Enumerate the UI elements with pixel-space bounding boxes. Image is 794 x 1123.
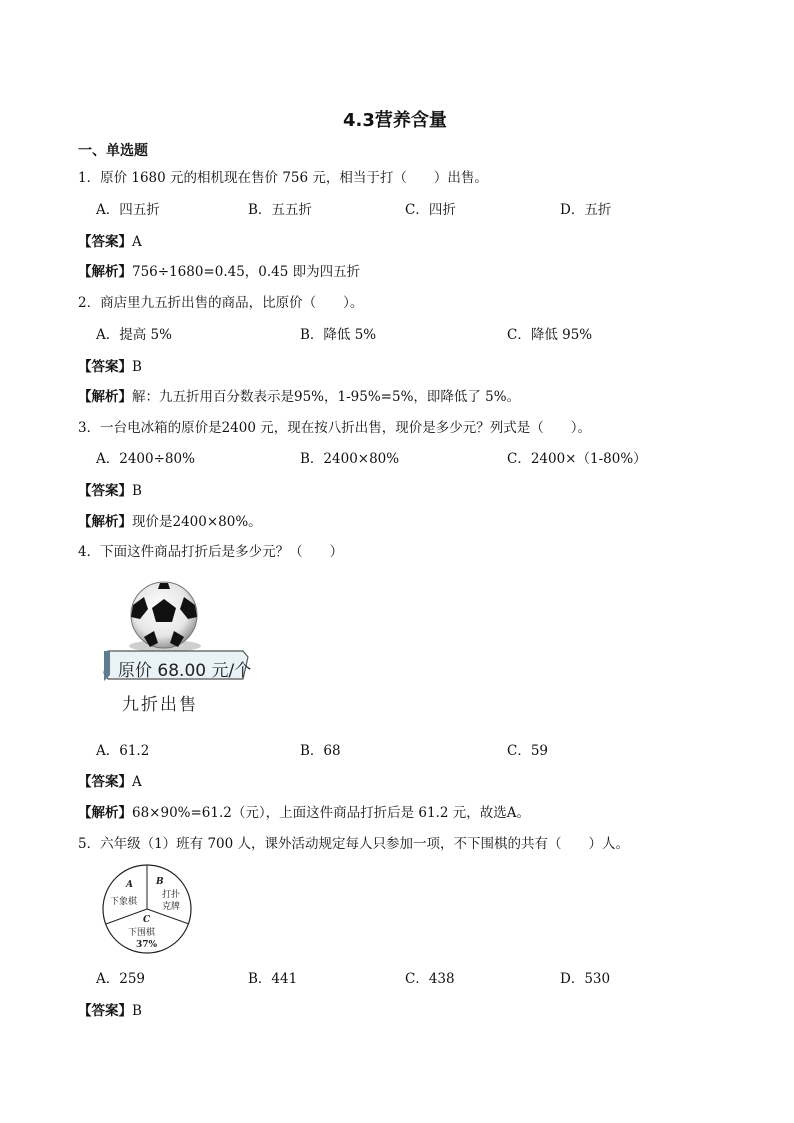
question-3-option-b: B．2400×80% bbox=[300, 451, 400, 467]
question-2-answer bbox=[78, 355, 142, 375]
question-1-analysis bbox=[78, 260, 360, 280]
answer-tag: 【答案】 bbox=[78, 774, 132, 790]
question-3-analysis bbox=[78, 510, 262, 530]
answer-value: B bbox=[132, 483, 142, 499]
question-2-option-b: B．降低 5% bbox=[300, 327, 377, 343]
section-heading: 一、单选题 bbox=[78, 143, 148, 159]
answer-tag: 【答案】 bbox=[78, 483, 132, 499]
question-2-option-a: A．提高 5% bbox=[96, 327, 172, 343]
analysis-tag: 【解析】 bbox=[78, 389, 132, 405]
question-1-stem: 1．原价 1680 元的相机现在售价 756 元，相当于打（ ）出售。 bbox=[78, 170, 488, 186]
question-2-analysis bbox=[78, 385, 520, 405]
question-3-answer bbox=[78, 479, 142, 499]
question-4-option-b: B．68 bbox=[300, 743, 341, 759]
pie-pct-c: 37% bbox=[136, 940, 158, 950]
analysis-tag: 【解析】 bbox=[78, 514, 132, 530]
question-5-option-a: A．259 bbox=[96, 971, 146, 987]
question-1-option-d: D．五折 bbox=[560, 202, 612, 218]
answer-value: A bbox=[132, 774, 142, 790]
question-5-answer bbox=[78, 999, 142, 1019]
analysis-text: 756÷1680=0.45，0.45 即为四五折 bbox=[132, 264, 361, 280]
question-5-option-b: B．441 bbox=[248, 971, 298, 987]
question-1-answer bbox=[78, 230, 142, 250]
question-4-analysis bbox=[78, 801, 530, 821]
question-5-stem: 5．六年级（1）班有 700 人，课外活动规定每人只参加一项，不下围棋的共有（ ）人。 bbox=[78, 836, 630, 852]
pie-letter-a: A bbox=[126, 880, 133, 890]
pie-label-b1: 打扑 bbox=[162, 890, 181, 900]
question-4-option-a: A．61.2 bbox=[96, 743, 150, 759]
pie-label-a: 下象棋 bbox=[110, 897, 138, 907]
analysis-tag: 【解析】 bbox=[78, 264, 132, 280]
question-4-option-c: C．59 bbox=[507, 743, 549, 759]
question-2-option-c: C．降低 95% bbox=[507, 327, 593, 343]
question-3-option-a: A．2400÷80% bbox=[96, 451, 195, 467]
pie-label-c: 下围棋 bbox=[128, 928, 156, 938]
pie-letter-c: C bbox=[143, 915, 151, 925]
answer-tag: 【答案】 bbox=[78, 359, 132, 375]
discount-caption: 九折出售 bbox=[122, 695, 198, 715]
price-tag-text: 原价 68.00 元/个 bbox=[118, 661, 252, 681]
answer-value: B bbox=[132, 359, 142, 375]
pie-label-b2: 克牌 bbox=[162, 902, 181, 912]
question-4-answer bbox=[78, 770, 142, 790]
question-3-option-c: C．2400×（1-80%） bbox=[507, 451, 647, 467]
question-1-option-a: A．四五折 bbox=[96, 202, 160, 218]
analysis-text: 解：九五折用百分数表示是95%，1-95%=5%，即降低了 5%。 bbox=[132, 389, 521, 405]
page-title: 4.3营养含量 bbox=[343, 110, 447, 131]
question-1-option-c: C．四折 bbox=[405, 202, 456, 218]
analysis-tag: 【解析】 bbox=[78, 805, 132, 821]
answer-tag: 【答案】 bbox=[78, 234, 132, 250]
question-5-option-c: C．438 bbox=[405, 971, 455, 987]
analysis-text: 现价是2400×80%。 bbox=[132, 514, 262, 530]
answer-value: B bbox=[132, 1003, 142, 1019]
question-3-stem: 3．一台电冰箱的原价是2400 元，现在按八折出售，现价是多少元？列式是（ ）。 bbox=[78, 420, 591, 436]
question-1-option-b: B．五五折 bbox=[248, 202, 312, 218]
analysis-text: 68×90%=61.2（元），上面这件商品打折后是 61.2 元，故选A。 bbox=[132, 805, 531, 821]
question-5-option-d: D．530 bbox=[560, 971, 611, 987]
answer-tag: 【答案】 bbox=[78, 1003, 132, 1019]
pie-figure bbox=[100, 862, 195, 957]
question-4-stem: 4．下面这件商品打折后是多少元？（ ） bbox=[78, 544, 344, 560]
pie-letter-b: B bbox=[156, 877, 164, 887]
question-2-stem: 2．商店里九五折出售的商品，比原价（ ）。 bbox=[78, 295, 364, 311]
answer-value: A bbox=[132, 234, 142, 250]
